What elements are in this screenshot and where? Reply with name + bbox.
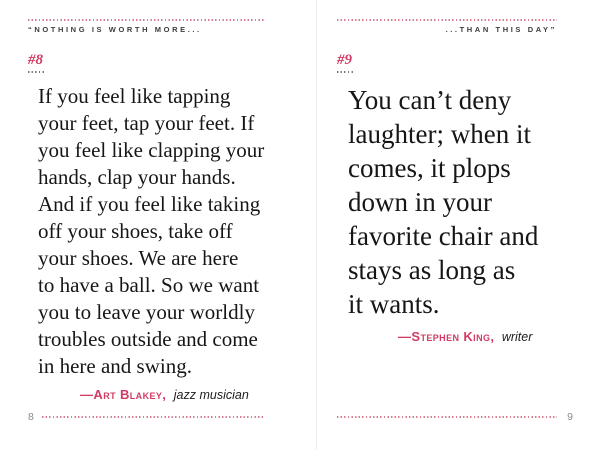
attribution-role: jazz musician [173,388,249,402]
left-page-footer [28,410,265,424]
quote-number-dots [337,71,354,73]
quote-line: You can’t deny [348,85,512,115]
quote-line: it wants. [348,289,440,319]
quote-number-block [28,52,45,73]
attribution-role: writer [501,330,533,344]
quote-line: your feet, tap your feet. If [38,111,255,135]
quote-line: favorite chair and [348,221,539,251]
quote-line: in here and swing. [38,354,192,378]
right-page [317,0,600,450]
quote-line: you feel like clapping your [38,138,265,162]
footer-dotted-rule [42,416,265,418]
attribution-name: —Stephen King, [398,329,495,344]
page-number: 9 [567,411,573,423]
quote-line: And if you feel like taking [38,192,261,216]
quote-number: #9 [337,52,352,68]
quote-line: hands, clap your hands. [38,165,236,189]
attribution-name: —Art Blakey, [80,387,167,402]
attribution [80,386,249,404]
footer-dotted-rule [337,416,557,418]
right-page-footer [337,410,573,424]
quote-line: you to leave your worldly [38,300,255,324]
header-dotted-rule [337,19,557,21]
attribution [398,328,532,346]
page-number: 8 [28,411,34,423]
running-head-text: ...THAN THIS DAY” [445,25,557,34]
quote-number: #8 [28,52,43,68]
page-gutter-divider [316,0,317,450]
quote-text [38,83,264,380]
quote-line: stays as long as [348,255,516,285]
quote-line: down in your [348,187,492,217]
quote-number-block [337,52,354,73]
quote-line: to have a ball. So we want [38,273,260,297]
running-head-text: “NOTHING IS WORTH MORE... [28,25,202,34]
quote-number-dots [28,71,45,73]
left-running-head [28,19,265,34]
right-running-head [337,19,557,34]
quote-line: comes, it plops [348,153,511,183]
quote-line: your shoes. We are here [38,246,239,270]
quote-line: If you feel like tapping [38,84,231,108]
quote-line: troubles outside and come [38,327,258,351]
quote-text [348,83,538,321]
quote-line: off your shoes, take off [38,219,233,243]
quote-line: laughter; when it [348,119,531,149]
header-dotted-rule [28,19,265,21]
